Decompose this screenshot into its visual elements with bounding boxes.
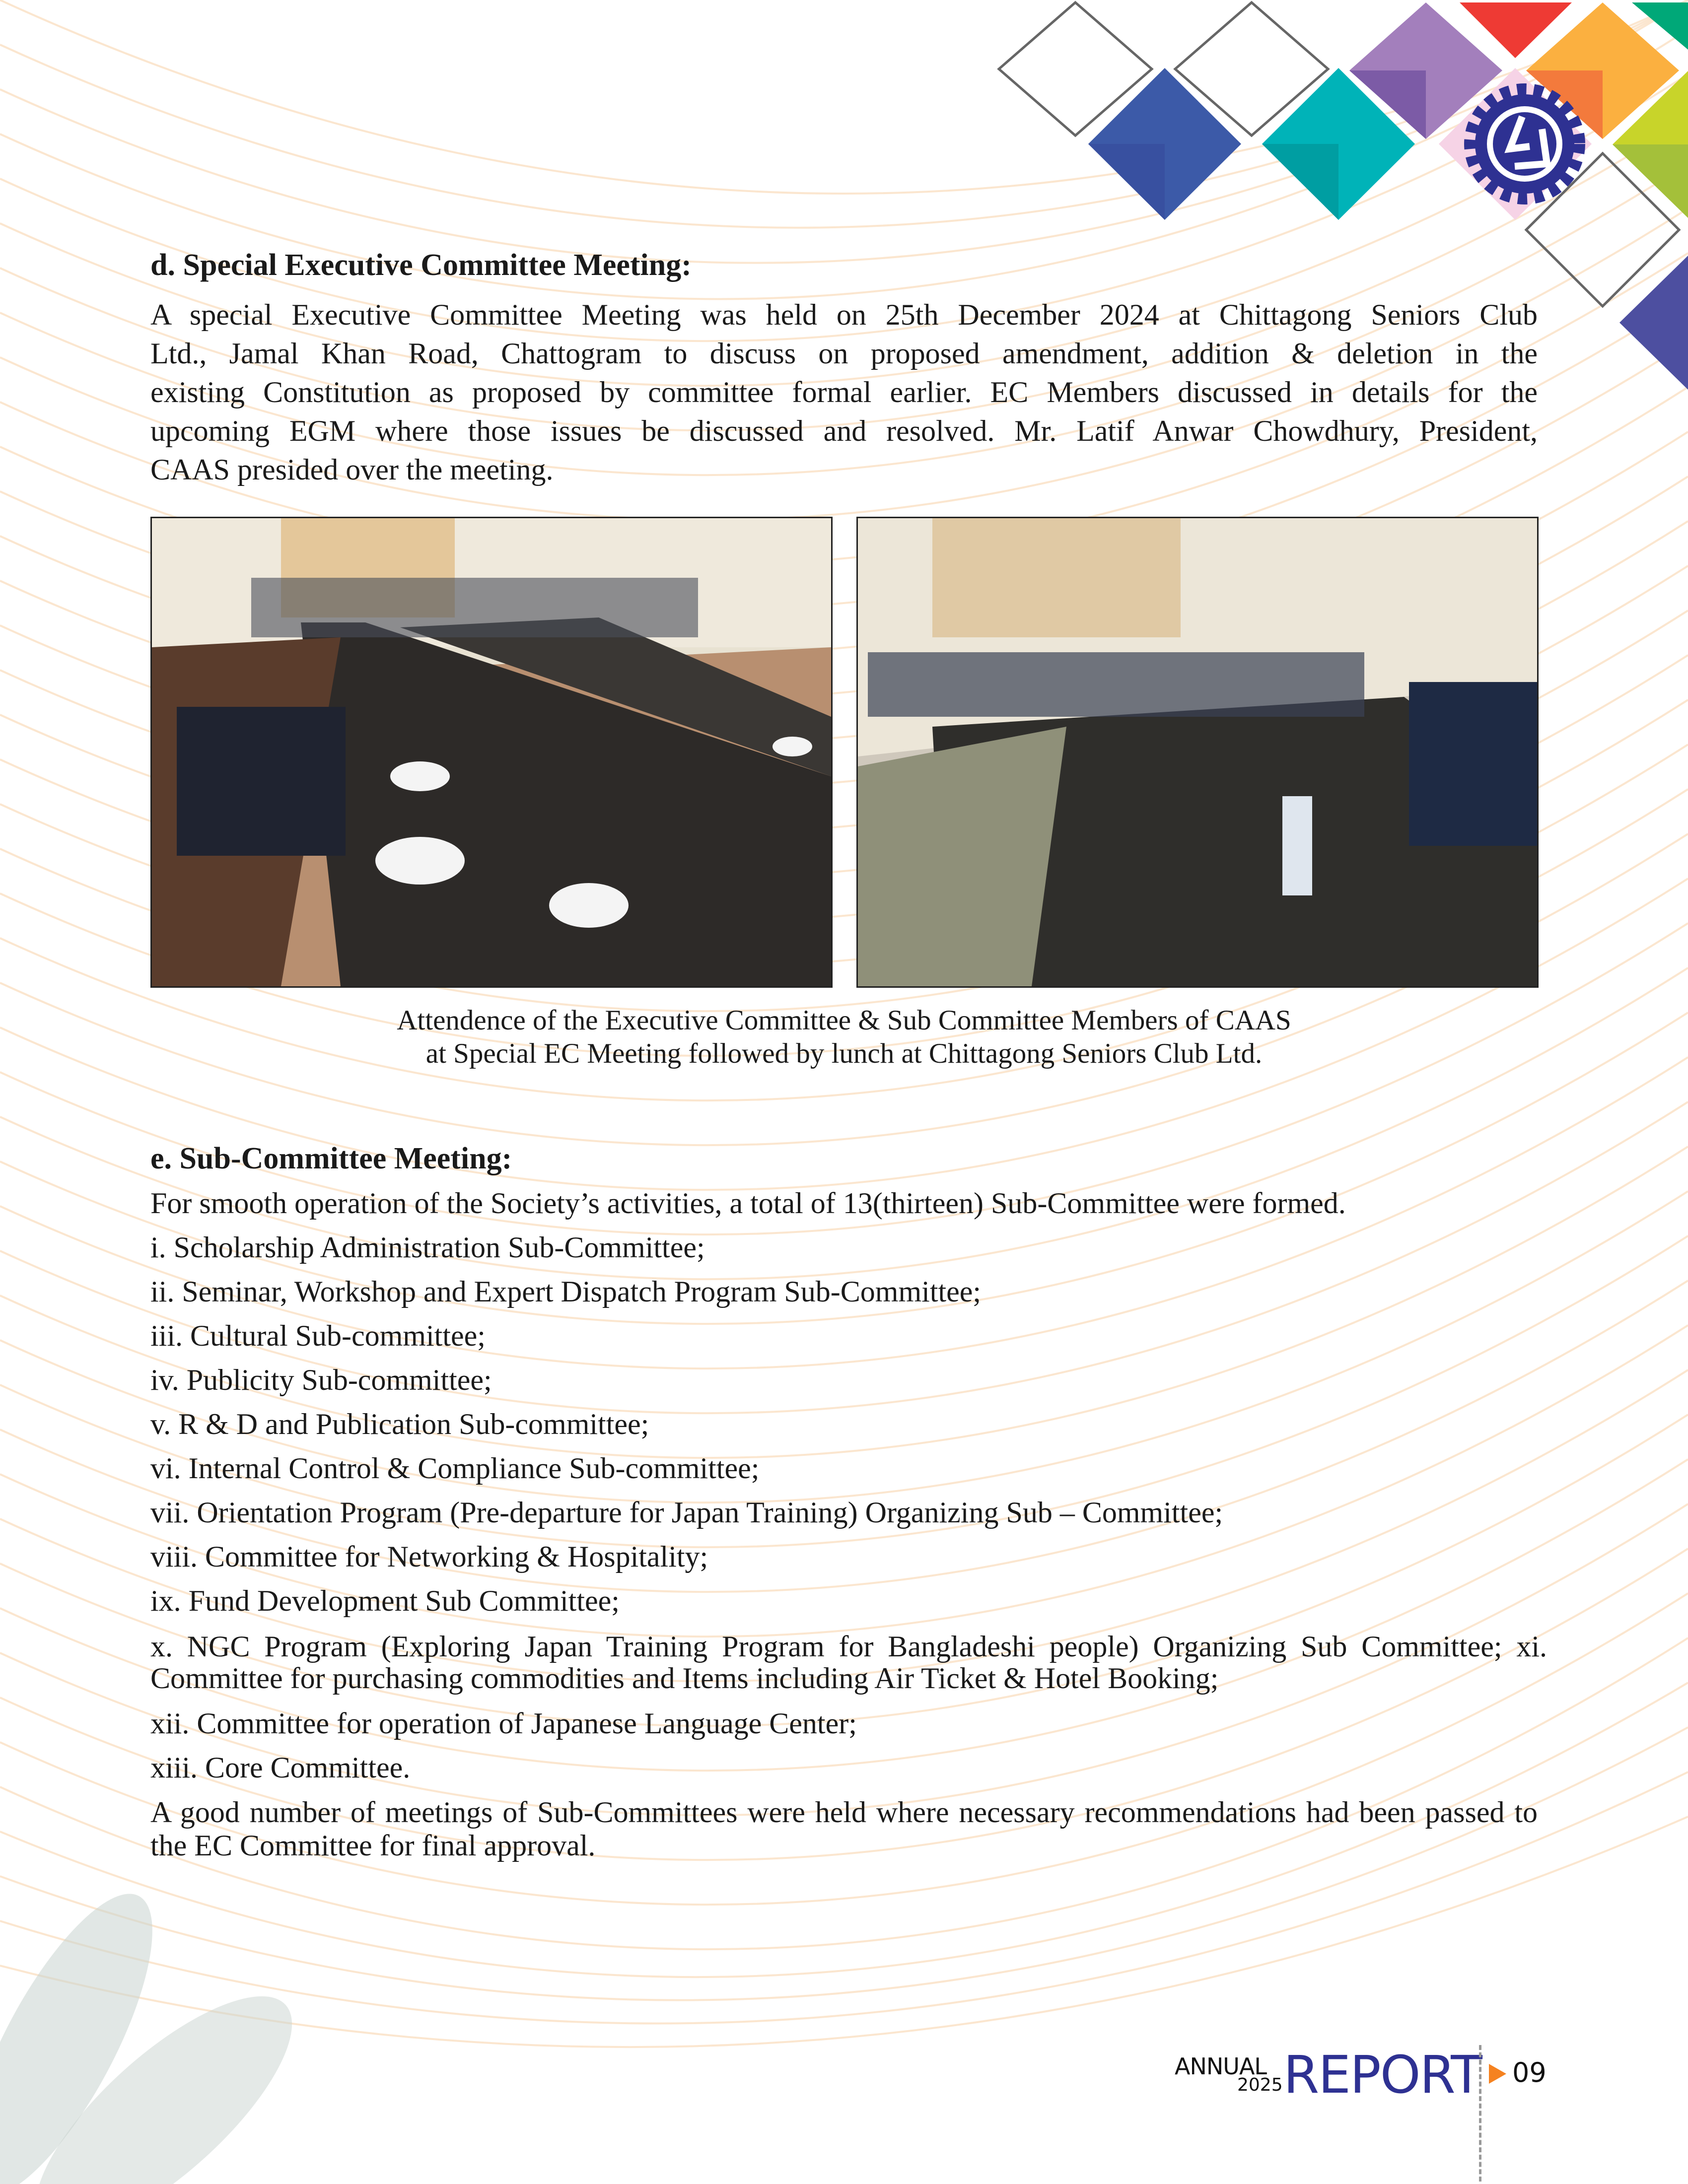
list-item: xii. Committee for operation of Japanese Language Center;: [150, 1707, 857, 1740]
paragraph-line: upcoming EGM where those issues be discussed and resolved. Mr. Latif Anwar Chowdhury, President,: [150, 414, 1538, 447]
page-number: 09: [1512, 2057, 1547, 2088]
paragraph-line: CAAS presided over the meeting.: [150, 453, 554, 486]
list-item: ix. Fund Development Sub Committee;: [150, 1584, 620, 1617]
list-item: ii. Seminar, Workshop and Expert Dispatch Program Sub-Committee;: [150, 1275, 982, 1308]
footer-year: 2025: [1237, 2075, 1283, 2095]
list-item: vi. Internal Control & Compliance Sub-committee;: [150, 1452, 760, 1485]
section-e-heading: e. Sub-Committee Meeting:: [150, 1142, 512, 1175]
caption-line: at Special EC Meeting followed by lunch at Chittagong Seniors Club Ltd.: [425, 1038, 1263, 1069]
intro-text: For smooth operation of the Society’s activities, a total of 13(thirteen) Sub-Committee were formed.: [150, 1187, 1346, 1220]
list-item: iv. Publicity Sub-committee;: [150, 1364, 492, 1396]
list-item: xiii. Core Committee.: [150, 1751, 411, 1784]
paragraph-line: Ltd., Jamal Khan Road, Chattogram to discuss on proposed amendment, addition & deletion in the: [150, 337, 1538, 370]
page-arrow-icon: [1489, 2064, 1507, 2084]
sub-committee-list: [150, 1181, 1547, 1862]
footer-annual-text: ANNUAL: [1175, 2053, 1267, 2080]
section-d-heading: d. Special Executive Committee Meeting:: [150, 248, 692, 282]
paragraph-line: existing Constitution as proposed by committee formal earlier. EC Members discussed in details for the: [150, 376, 1538, 409]
closing-paragraph: A good number of meetings of Sub-Committees were held where necessary recommendations had been passed to the EC Committee for final approval.: [150, 1796, 1538, 1862]
meeting-photo-left: [150, 517, 833, 988]
footer-report-logo: REPORT: [1283, 2045, 1481, 2105]
list-item: x. NGC Program (Exploring Japan Training Program for Bangladeshi people) Organizing Sub Committee; xi. Committee for purchasing commodities and Items including Air Ticket & Hotel Booking;: [150, 1630, 1547, 1695]
paragraph-line: A special Executive Committee Meeting was held on 25th December 2024 at Chittagong Seniors Club: [150, 298, 1538, 331]
section-d-paragraph: [150, 295, 1538, 489]
list-item: vii. Orientation Program (Pre-departure for Japan Training) Organizing Sub – Committee;: [150, 1496, 1223, 1529]
list-item: viii. Committee for Networking & Hospitality;: [150, 1540, 708, 1573]
list-item: iii. Cultural Sub-committee;: [150, 1319, 486, 1352]
indigo-diamond: [1619, 256, 1688, 390]
footer-divider: [1479, 2045, 1481, 2182]
list-item: i. Scholarship Administration Sub-Committee;: [150, 1231, 705, 1264]
meeting-photo-right: [856, 517, 1539, 988]
photo-caption: [150, 1004, 1538, 1070]
list-item: v. R & D and Publication Sub-committee;: [150, 1408, 649, 1440]
leaf-decoration: [0, 1837, 348, 2184]
caption-line: Attendence of the Executive Committee & Sub Committee Members of CAAS: [397, 1005, 1291, 1036]
